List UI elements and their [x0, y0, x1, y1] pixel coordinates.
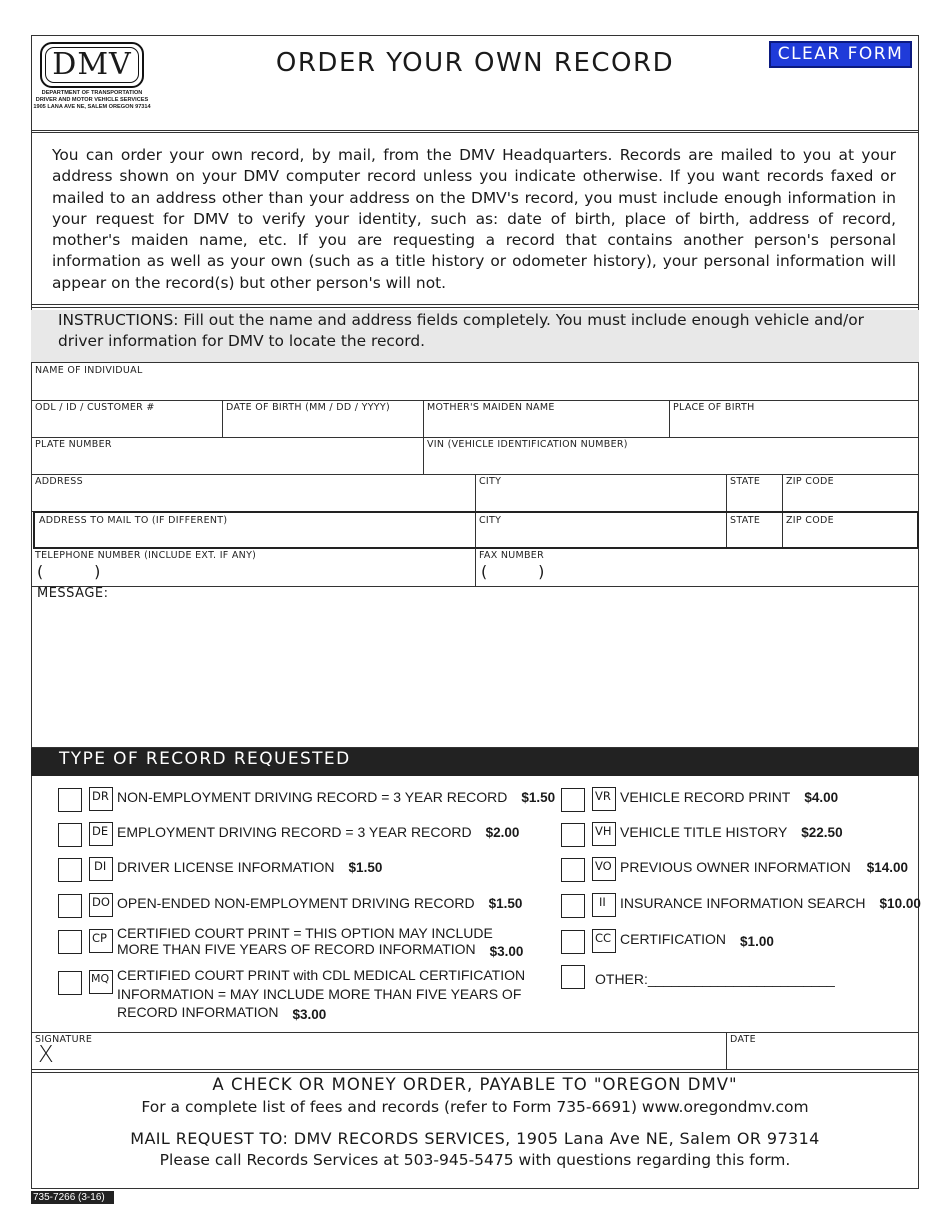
price-mq: $3.00	[292, 1007, 327, 1022]
instructions-heading: INSTRUCTIONS:	[58, 311, 179, 329]
city-field[interactable]: CITY	[475, 474, 727, 512]
instructions-text: Fill out the name and address fields completely. You must include enough vehicle and/or driver information for DMV to locate the record.	[58, 311, 864, 350]
dept-line-2: DRIVER AND MOTOR VEHICLE SERVICES	[35, 97, 149, 103]
price-vh: $22.50	[801, 825, 843, 840]
checkbox-di[interactable]	[58, 858, 82, 882]
dob-field[interactable]: DATE OF BIRTH (MM / DD / YYYY)	[222, 400, 424, 438]
label-mq-line3: RECORD INFORMATION	[117, 1004, 279, 1020]
checkbox-do[interactable]	[58, 894, 82, 918]
birthplace-field[interactable]: PLACE OF BIRTH	[669, 400, 919, 438]
maiden-name-field[interactable]: MOTHER'S MAIDEN NAME	[423, 400, 670, 438]
price-de: $2.00	[485, 825, 520, 840]
code-cc: CC	[592, 929, 616, 953]
code-ii: II	[592, 893, 616, 917]
code-de: DE	[89, 822, 113, 846]
signature-field[interactable]: SIGNATURE X	[31, 1032, 727, 1070]
phone-field[interactable]: TELEPHONE NUMBER (INCLUDE EXT. IF ANY) ( )	[31, 548, 476, 587]
record-type-heading: TYPE OF RECORD REQUESTED	[59, 749, 351, 769]
logo-text: DMV	[52, 47, 132, 82]
dept-line-1: DEPARTMENT OF TRANSPORTATION	[41, 90, 143, 96]
code-vh: VH	[592, 822, 616, 846]
checkbox-vh[interactable]	[561, 823, 585, 847]
label-dr: NON-EMPLOYMENT DRIVING RECORD = 3 YEAR RECORD	[117, 789, 508, 805]
address-field[interactable]: ADDRESS	[31, 474, 476, 512]
code-vo: VO	[592, 857, 616, 881]
label-de: EMPLOYMENT DRIVING RECORD = 3 YEAR RECORD	[117, 824, 472, 840]
message-field[interactable]	[31, 586, 919, 748]
code-do: DO	[89, 893, 113, 917]
label-vh: VEHICLE TITLE HISTORY	[620, 824, 788, 840]
mail-city-field[interactable]: CITY	[475, 511, 727, 549]
checkbox-cc[interactable]	[561, 930, 585, 954]
form-number: 735-7266 (3-16)	[31, 1191, 114, 1204]
checkbox-other[interactable]	[561, 965, 585, 989]
date-field[interactable]: DATE	[730, 1034, 756, 1045]
label-cc: CERTIFICATION	[620, 931, 727, 947]
code-mq: MQ	[89, 970, 113, 994]
message-label: MESSAGE:	[37, 586, 109, 601]
name-field[interactable]: NAME OF INDIVIDUAL	[31, 363, 919, 401]
instructions-box	[31, 310, 919, 363]
record-type-header	[31, 748, 919, 776]
clear-form-button[interactable]: CLEAR FORM	[769, 41, 912, 68]
header-divider	[31, 130, 919, 133]
mail-address-field[interactable]: ADDRESS TO MAIL TO (IF DIFFERENT)	[33, 511, 476, 549]
label-mq-line2: INFORMATION = MAY INCLUDE MORE THAN FIVE YEARS OF	[117, 986, 522, 1002]
state-field[interactable]: STATE	[726, 474, 783, 512]
price-cp: $3.00	[489, 944, 524, 959]
code-dr: DR	[89, 787, 113, 811]
price-cc: $1.00	[740, 934, 774, 949]
label-do: OPEN-ENDED NON-EMPLOYMENT DRIVING RECORD	[117, 895, 475, 911]
intro-divider	[31, 304, 919, 308]
fax-field[interactable]: FAX NUMBER ( )	[475, 548, 919, 587]
label-mq-line1: CERTIFIED COURT PRINT with CDL MEDICAL CERTIFICATION	[117, 967, 526, 983]
odl-field[interactable]: ODL / ID / CUSTOMER #	[31, 400, 223, 438]
checkbox-vr[interactable]	[561, 788, 585, 812]
footer-payment-line: A CHECK OR MONEY ORDER, PAYABLE TO "OREGON DMV"	[212, 1075, 738, 1094]
price-vo: $14.00	[866, 860, 909, 875]
label-vo: PREVIOUS OWNER INFORMATION	[620, 859, 851, 875]
mail-zip-field[interactable]: ZIP CODE	[782, 511, 919, 549]
signature-x-mark: X	[38, 1042, 54, 1068]
price-di: $1.50	[348, 860, 383, 875]
checkbox-vo[interactable]	[561, 858, 585, 882]
label-other[interactable]: OTHER:________________________	[595, 971, 835, 987]
code-vr: VR	[592, 787, 616, 811]
price-dr: $1.50	[521, 790, 556, 805]
dept-line-3: 1905 LANA AVE NE, SALEM OREGON 97314	[33, 104, 151, 110]
code-di: DI	[89, 857, 113, 881]
vin-field[interactable]: VIN (VEHICLE IDENTIFICATION NUMBER)	[423, 437, 919, 475]
phone-parens: ( )	[37, 562, 101, 581]
price-ii: $10.00	[879, 896, 921, 911]
label-di: DRIVER LICENSE INFORMATION	[117, 859, 335, 875]
intro-paragraph: You can order your own record, by mail, from the DMV Headquarters. Records are mailed to you at your address shown on your DMV computer record unless you indicate otherwise. If you want records faxed or mailed to an address other than your address on the DMV's record, you must include enough information in your request for DMV to verify your identity, such as: date of birth, place of birth, address of record, mother's maiden name, etc. If you are requesting a record that contains another person's personal information as well as your own (such as a title history or odometer history), your personal information will appear on the record(s) but other person's will not.	[52, 146, 896, 292]
price-vr: $4.00	[804, 790, 839, 805]
footer-phone-line: Please call Records Services at 503-945-5475 with questions regarding this form.	[159, 1151, 791, 1169]
checkbox-mq[interactable]	[58, 971, 82, 995]
page-title: ORDER YOUR OWN RECORD	[275, 48, 675, 78]
label-cp-line1: CERTIFIED COURT PRINT = THIS OPTION MAY INCLUDE	[117, 925, 493, 941]
code-cp: CP	[89, 929, 113, 953]
label-ii: INSURANCE INFORMATION SEARCH	[620, 895, 866, 911]
label-vr: VEHICLE RECORD PRINT	[620, 789, 791, 805]
footer-fees-line: For a complete list of fees and records (refer to Form 735-6691) www.oregondmv.com	[141, 1098, 809, 1116]
footer-mail-line: MAIL REQUEST TO: DMV RECORDS SERVICES, 1905 Lana Ave NE, Salem OR 97314	[130, 1129, 820, 1148]
signature-divider	[31, 1069, 919, 1073]
dmv-logo	[40, 42, 144, 88]
fax-parens: ( )	[481, 562, 545, 581]
checkbox-dr[interactable]	[58, 788, 82, 812]
label-cp-line2: MORE THAN FIVE YEARS OF RECORD INFORMATION	[117, 941, 476, 957]
price-do: $1.50	[488, 896, 523, 911]
checkbox-ii[interactable]	[561, 894, 585, 918]
checkbox-de[interactable]	[58, 823, 82, 847]
checkbox-cp[interactable]	[58, 930, 82, 954]
plate-number-field[interactable]: PLATE NUMBER	[31, 437, 424, 475]
zip-field[interactable]: ZIP CODE	[782, 474, 919, 512]
mail-state-field[interactable]: STATE	[726, 511, 783, 549]
